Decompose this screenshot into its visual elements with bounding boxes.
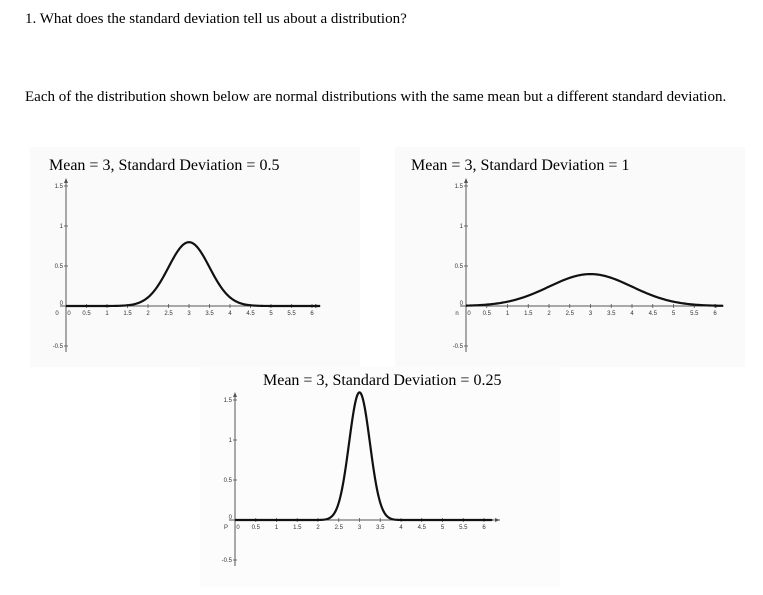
x-tick-label: 3 (187, 311, 191, 317)
y-tick-label: 0.5 (223, 478, 232, 484)
x-tick-label: 0 (467, 311, 471, 317)
x-axis-arrow-icon (495, 518, 500, 522)
x-tick-label: 4.5 (246, 311, 255, 317)
y-tick-label: 1 (59, 224, 63, 230)
x-tick-label: 5 (440, 525, 445, 531)
x-tick-label: 2 (146, 311, 150, 317)
origin-label: n (455, 311, 459, 317)
x-tick-label: 4.5 (648, 311, 657, 317)
x-tick-label: 1 (505, 311, 510, 317)
x-tick-label: 1.5 (293, 525, 302, 531)
graph-title: Mean = 3, Standard Deviation = 1 (411, 157, 630, 174)
x-tick-label: 4 (228, 311, 232, 317)
x-tick-label: 5.5 (287, 311, 296, 317)
normal-curve-chart (40, 184, 340, 380)
y-tick-label: -0.5 (452, 344, 463, 350)
x-tick-label: 1 (105, 311, 109, 317)
question-text: 1. What does the standard deviation tell us about a distribution? (25, 11, 407, 27)
normal-curve-line (466, 274, 723, 306)
x-tick-label: 3 (588, 311, 593, 317)
x-tick-label: 0.5 (82, 311, 91, 317)
x-tick-label: 4 (399, 525, 403, 531)
x-tick-label: 2.5 (334, 525, 343, 531)
x-tick-label: 1.5 (123, 311, 132, 317)
y-tick-label: -0.5 (52, 344, 63, 350)
x-tick-label: 3.5 (205, 311, 214, 317)
y-tick-label: 0 (228, 515, 232, 521)
x-tick-label: 0.5 (251, 525, 260, 531)
x-tick-label: 3 (357, 525, 362, 531)
x-tick-label: 6 (713, 311, 717, 317)
x-tick-label: 3.5 (607, 311, 616, 317)
x-tick-label: 4.5 (417, 525, 426, 531)
x-tick-label: 3.5 (376, 525, 385, 531)
intro-paragraph: Each of the distribution shown below are normal distributions with the same mean but a different standard deviation. (25, 89, 727, 105)
x-tick-label: 0 (236, 525, 240, 531)
y-tick-label: 0 (59, 301, 63, 307)
x-tick-label: 2 (547, 311, 551, 317)
y-tick-label: -0.5 (221, 558, 232, 564)
y-tick-label: 1.5 (454, 184, 463, 190)
x-tick-label: 5 (671, 311, 676, 317)
y-tick-label: 1 (459, 224, 463, 230)
x-tick-label: 2 (316, 525, 320, 531)
graph-title: Mean = 3, Standard Deviation = 0.5 (49, 157, 280, 174)
y-tick-label: 1.5 (54, 184, 63, 190)
x-tick-label: 1.5 (524, 311, 533, 317)
graph-title: Mean = 3, Standard Deviation = 0.25 (263, 372, 502, 389)
x-tick-label: 5.5 (690, 311, 699, 317)
x-tick-label: 5.5 (459, 525, 468, 531)
origin-label: P (223, 525, 229, 531)
origin-label: 0 (55, 311, 59, 317)
x-tick-label: 4 (630, 311, 634, 317)
x-tick-label: 2.5 (565, 311, 574, 317)
normal-curve-line (235, 392, 492, 520)
x-tick-label: 6 (482, 525, 486, 531)
x-tick-label: 2.5 (164, 311, 173, 317)
x-tick-label: 0.5 (482, 311, 491, 317)
y-tick-label: 1.5 (223, 398, 232, 404)
x-tick-label: 5 (269, 311, 273, 317)
x-tick-label: 6 (310, 311, 314, 317)
y-tick-label: 0 (459, 301, 463, 307)
x-tick-label: 1 (274, 525, 279, 531)
y-tick-label: 0.5 (454, 264, 463, 270)
y-tick-label: 0.5 (54, 264, 63, 270)
y-tick-label: 1 (228, 438, 232, 444)
normal-curve-chart (440, 184, 740, 380)
normal-curve-line (66, 242, 320, 306)
x-tick-label: 0 (67, 311, 71, 317)
normal-curve-chart (210, 398, 510, 595)
